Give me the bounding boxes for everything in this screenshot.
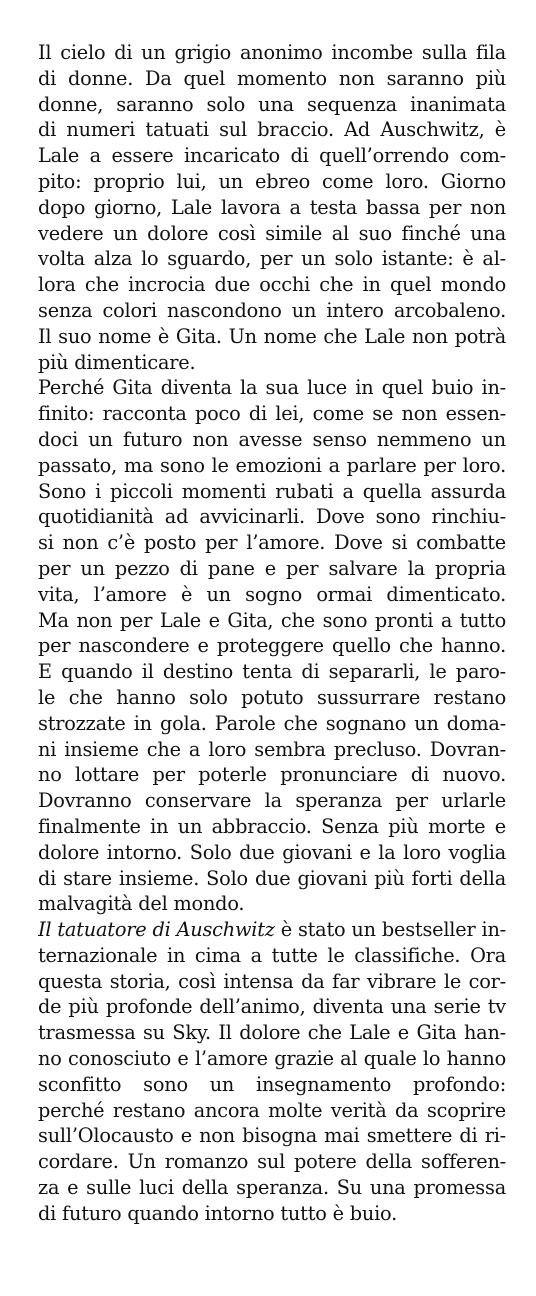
text-line-43: sull’Olocausto e non bisogna mai smettere di ri- [38,1124,506,1148]
text-line-31: finalmente in un abbraccio. Senza più morte e [38,814,506,838]
text-line-32: dolore intorno. Solo due giovani e la loro voglia [38,840,506,864]
text-line-3: donne, saranno solo una sequenza inanimata [38,92,506,116]
text-line-26: le che hanno solo potuto sussurrare restano [38,685,506,709]
text-line-36: ternazionale in cima a tutte le classifiche. Ora [38,943,506,967]
text-line-7: dopo giorno, Lale lavora a testa bassa per non [38,195,506,219]
text-line-4: di numeri tatuati sul braccio. Ad Auschwitz, è [38,118,506,142]
text-line-19: quotidianità ad avvicinarli. Dove sono rinchiu- [38,505,506,529]
text-line-37: questa storia, così intensa da far vibrare le cor- [38,969,506,993]
text-line-44: cordare. Un romanzo sul potere della sofferen- [38,1150,506,1174]
text-line-17: passato, ma sono le emozioni a parlare per loro. [38,453,506,477]
text-line-46: di futuro quando intorno tutto è buio. [38,1201,398,1225]
text-line-45: za e sulle luci della speranza. Su una promessa [38,1176,506,1200]
text-line-28: ni insieme che a loro sembra precluso. Dovran- [38,737,506,761]
text-line-14: Perché Gita diventa la sua luce in quel buio in- [38,376,506,400]
text-line-42: perché restano ancora molte verità da scoprire [38,1098,506,1122]
text-line-15: finito: racconta poco di lei, come se non essen- [38,402,506,426]
text-line-1: Il cielo di un grigio anonimo incombe sulla fila [38,41,506,64]
text-line-34: malvagità del mondo. [38,892,245,916]
text-line-20: si non c’è posto per l’amore. Dove si combatte [38,531,506,555]
text-line-33: di stare insieme. Solo due giovani più forti della [38,866,506,890]
text-line-35 [38,917,506,943]
text-line-10: lora che incrocia due occhi che in quel mondo [38,273,506,297]
text-line-11: senza colori nascondono un intero arcobaleno. [38,298,506,322]
text-line-25: E quando il destino tenta di separarli, le paro- [38,660,506,684]
text-line-35-rest: è stato un bestseller in- [274,918,506,942]
text-line-30: Dovranno conservare la speranza per urlarle [38,789,506,813]
text-line-29: no lottare per poterle pronunciare di nuovo. [38,763,506,787]
text-line-40: no conosciuto e l’amore grazie al quale lo hanno [38,1047,506,1071]
text-line-24: per nascondere e proteggere quello che hanno. [38,634,506,658]
text-line-22: vita, l’amore è un sogno ormai dimenticato. [38,582,506,606]
text-line-13: più dimenticare. [38,350,196,374]
text-line-41: sconfitto sono un insegnamento profondo: [38,1072,506,1096]
text-line-12: Il suo nome è Gita. Un nome che Lale non potrà [38,324,506,348]
text-line-18: Sono i piccoli momenti rubati a quella assurda [38,479,506,503]
text-line-9: volta alza lo sguardo, per un solo istante: è al- [38,247,506,271]
text-line-23: Ma non per Lale e Gita, che sono pronti a tutto [38,608,506,632]
text-line-21: per un pezzo di pane e per salvare la propria [38,556,506,580]
text-line-39: trasmessa su Sky. Il dolore che Lale e Gita han- [38,1021,506,1045]
text-line-38: de più profonde dell’animo, diventa una serie tv [38,995,506,1019]
text-line-27: strozzate in gola. Parole che sognano un doma- [38,711,506,735]
book-title: Il tatuatore di Auschwitz [38,918,275,942]
text-line-8: vedere un dolore così simile al suo finché una [38,221,506,245]
text-line-2: di donne. Da quel momento non saranno più [38,66,506,90]
text-block [38,40,506,1227]
text-line-16: doci un futuro non avesse senso nemmeno un [38,427,506,451]
text-line-6: pito: proprio lui, un ebreo come loro. Giorno [38,169,506,193]
text-line-5: Lale a essere incaricato di quell’orrendo com- [38,144,506,168]
